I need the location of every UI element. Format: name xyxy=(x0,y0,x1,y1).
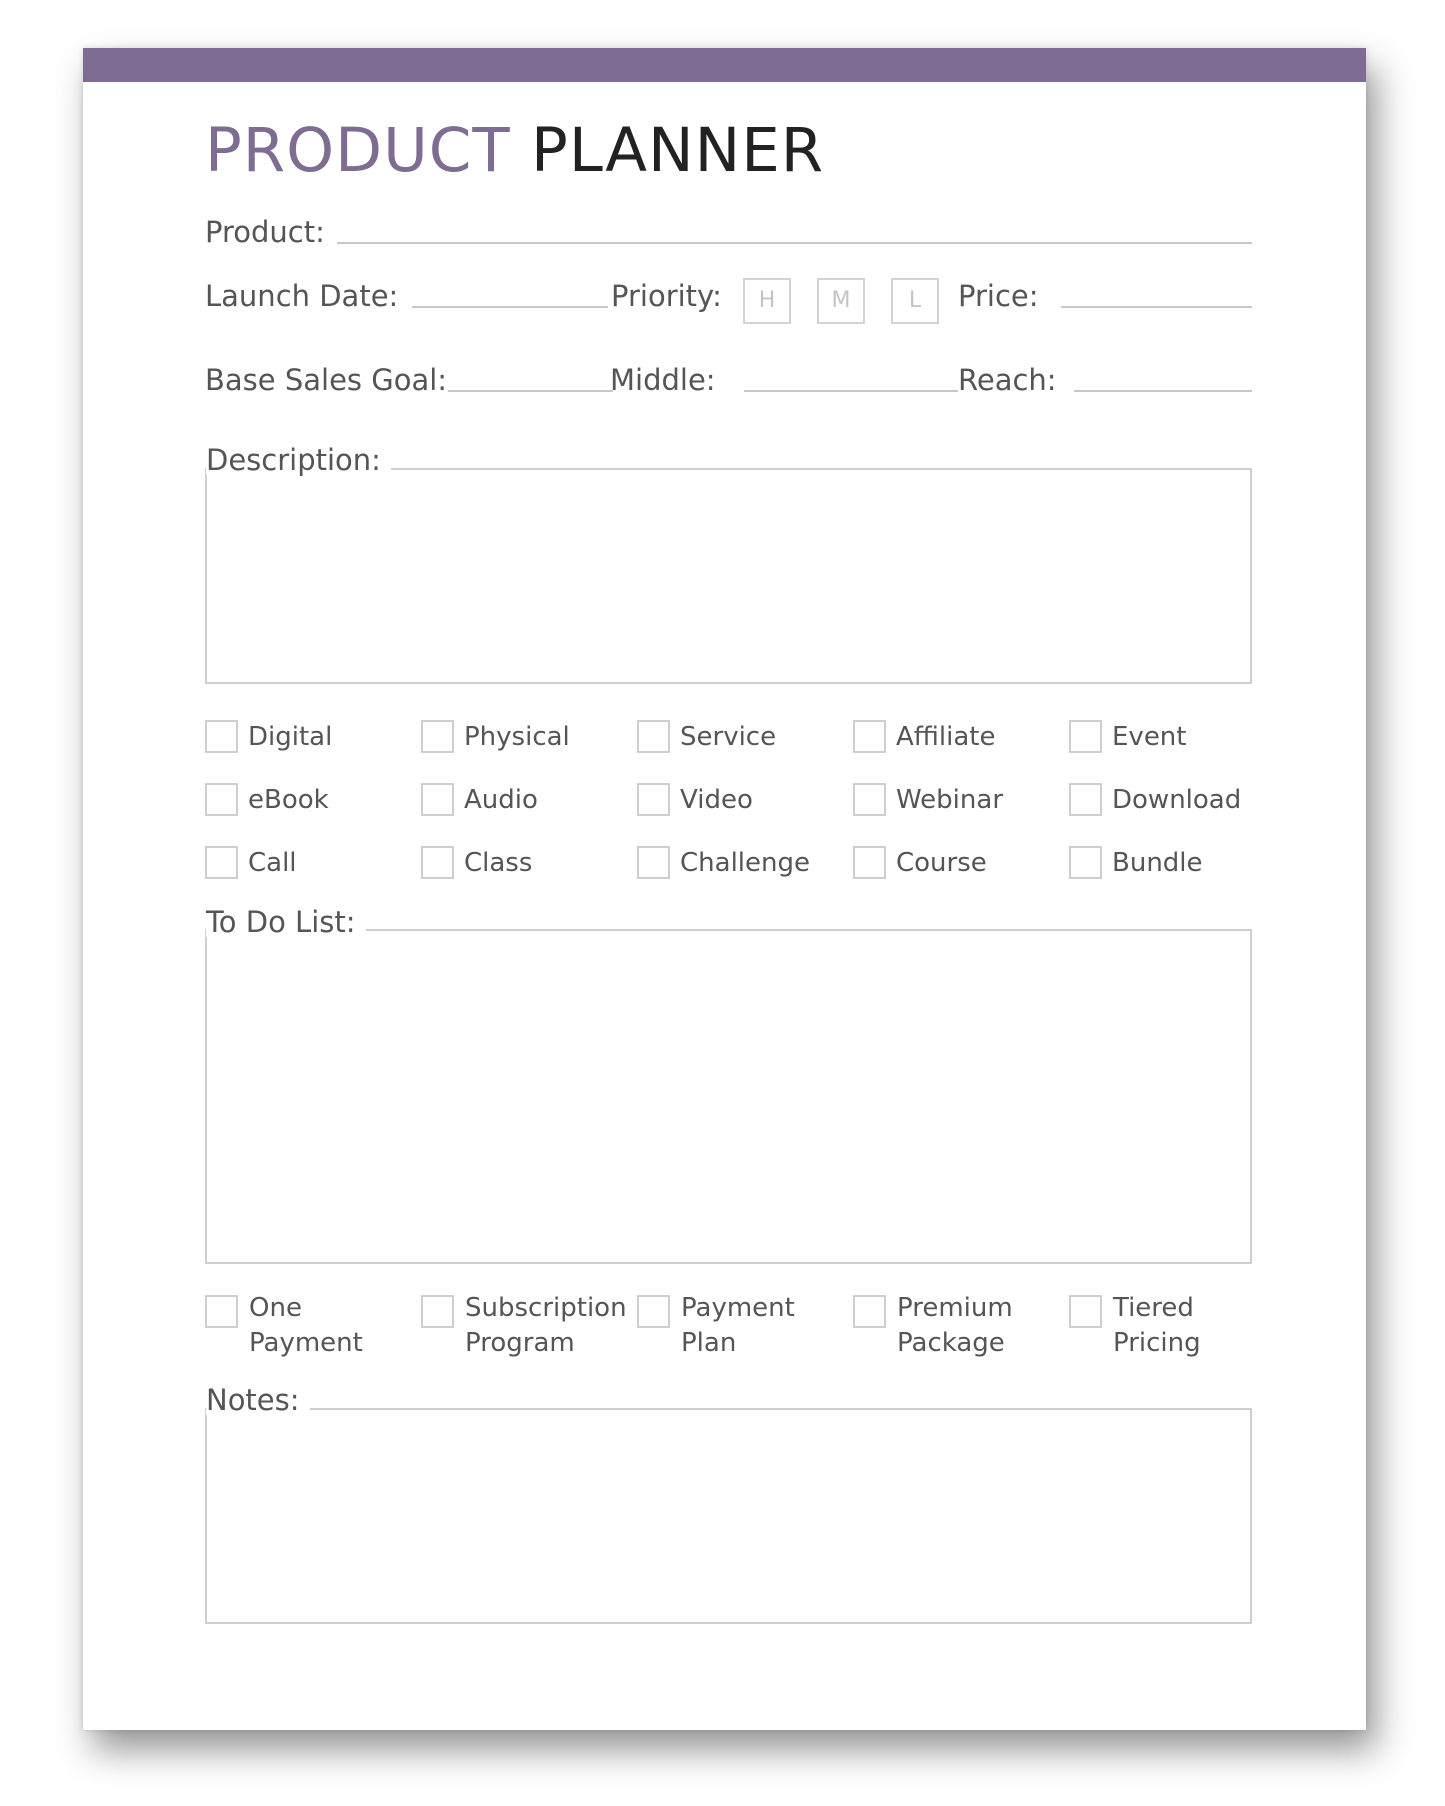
checkbox-subscription-program[interactable] xyxy=(421,1295,454,1328)
product-field[interactable] xyxy=(337,242,1252,244)
checkbox-download[interactable] xyxy=(1069,783,1102,816)
checkbox-label-ebook: eBook xyxy=(248,785,329,815)
checkbox-label-digital: Digital xyxy=(248,722,333,752)
description-label: Description: xyxy=(206,446,391,475)
reach-field[interactable] xyxy=(1074,390,1252,392)
payment-label-line2: Payment xyxy=(249,1328,363,1358)
checkbox-payment-plan[interactable] xyxy=(637,1295,670,1328)
payment-label-line2: Pricing xyxy=(1113,1328,1201,1358)
checkbox-label-video: Video xyxy=(680,785,753,815)
payment-label-line2: Plan xyxy=(681,1328,737,1358)
checkbox-tiered-pricing[interactable] xyxy=(1069,1295,1102,1328)
checkbox-service[interactable] xyxy=(637,720,670,753)
checkbox-course[interactable] xyxy=(853,846,886,879)
checkbox-label-service: Service xyxy=(680,722,777,752)
checkbox-label-webinar: Webinar xyxy=(896,785,1004,815)
checkbox-physical[interactable] xyxy=(421,720,454,753)
payment-label-line1: One xyxy=(249,1293,302,1323)
priority-high-box[interactable]: H xyxy=(743,278,791,324)
payment-label-line2: Package xyxy=(897,1328,1005,1358)
payment-label-line2: Program xyxy=(465,1328,575,1358)
notes-box[interactable] xyxy=(205,1408,1252,1624)
checkbox-call[interactable] xyxy=(205,846,238,879)
payment-label-subscription-program xyxy=(465,1291,627,1361)
checkbox-event[interactable] xyxy=(1069,720,1102,753)
checkbox-audio[interactable] xyxy=(421,783,454,816)
checkbox-video[interactable] xyxy=(637,783,670,816)
title-part-planner: PLANNER xyxy=(531,115,825,186)
header-bar xyxy=(83,48,1366,82)
checkbox-label-course: Course xyxy=(896,848,987,878)
checkbox-premium-package[interactable] xyxy=(853,1295,886,1328)
payment-label-line1: Tiered xyxy=(1113,1293,1194,1323)
checkbox-label-class: Class xyxy=(464,848,533,878)
price-field[interactable] xyxy=(1061,306,1252,308)
reach-label: Reach: xyxy=(958,363,1057,397)
planner-sheet xyxy=(83,48,1366,1730)
checkbox-label-bundle: Bundle xyxy=(1112,848,1203,878)
checkbox-digital[interactable] xyxy=(205,720,238,753)
product-label: Product: xyxy=(205,215,325,249)
page-title xyxy=(205,115,825,186)
checkbox-one-payment[interactable] xyxy=(205,1295,238,1328)
checkbox-label-call: Call xyxy=(248,848,297,878)
payment-label-premium-package xyxy=(897,1291,1013,1361)
checkbox-class[interactable] xyxy=(421,846,454,879)
payment-label-line1: Premium xyxy=(897,1293,1013,1323)
launch-date-field[interactable] xyxy=(412,306,608,308)
checkbox-webinar[interactable] xyxy=(853,783,886,816)
payment-label-one-payment xyxy=(249,1291,363,1361)
checkbox-label-event: Event xyxy=(1112,722,1187,752)
checkbox-label-download: Download xyxy=(1112,785,1242,815)
payment-label-payment-plan xyxy=(681,1291,795,1361)
checkbox-label-affiliate: Affiliate xyxy=(896,722,996,752)
priority-low-box[interactable]: L xyxy=(891,278,939,324)
base-sales-goal-label: Base Sales Goal: xyxy=(205,363,448,397)
checkbox-label-physical: Physical xyxy=(464,722,570,752)
payment-label-line1: Payment xyxy=(681,1293,795,1323)
notes-label: Notes: xyxy=(206,1386,310,1415)
title-part-product: PRODUCT xyxy=(205,115,511,186)
checkbox-ebook[interactable] xyxy=(205,783,238,816)
middle-label: Middle: xyxy=(610,363,716,397)
checkbox-challenge[interactable] xyxy=(637,846,670,879)
middle-field[interactable] xyxy=(744,390,958,392)
base-sales-goal-field[interactable] xyxy=(448,390,613,392)
todo-label: To Do List: xyxy=(206,908,366,937)
payment-label-line1: Subscription xyxy=(465,1293,627,1323)
payment-label-tiered-pricing xyxy=(1113,1291,1201,1361)
price-label: Price: xyxy=(958,279,1039,313)
checkbox-affiliate[interactable] xyxy=(853,720,886,753)
priority-label: Priority: xyxy=(611,279,722,313)
priority-medium-box[interactable]: M xyxy=(817,278,865,324)
description-box[interactable] xyxy=(205,468,1252,684)
launch-date-label: Launch Date: xyxy=(205,279,399,313)
checkbox-label-challenge: Challenge xyxy=(680,848,810,878)
todo-box[interactable] xyxy=(205,929,1252,1264)
checkbox-label-audio: Audio xyxy=(464,785,538,815)
checkbox-bundle[interactable] xyxy=(1069,846,1102,879)
